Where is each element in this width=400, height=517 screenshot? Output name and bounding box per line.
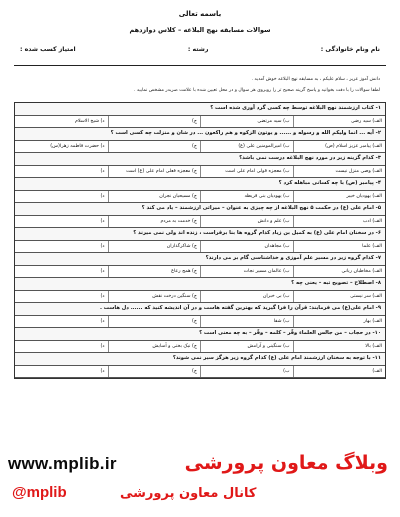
answer-option[interactable]: الف) ادب [293,216,386,228]
name-label: نام ونام خانوادگی : [320,46,380,53]
answer-option[interactable]: الف) مخاطبان ربانی [293,266,386,278]
answer-options-row [15,141,385,154]
answer-option[interactable]: ب) عالمان مسیر نجات [200,266,293,278]
question-text: ۶- در سخنان امام علی (ع) به کمیل بن زیاد کدام گروه ها بنا برقراست ، زنده اند ولی نمی میرند ؟ [15,228,385,241]
question-text: ۱۰- در حجاب – من جالس العلماء وقّر – کلمه – وقّر – به چه معنی است ؟ [15,328,385,341]
instructions-line: لطفا سوالات را با دقت بخوانید و پاسخ گزینه صحیح تر را روبروی هر سوال و در محل تعیین شده با علامت ضربدر مشخص نمایید . [134,88,380,93]
question-text: ۱- کتاب ارزشمند نهج البلاغه توسط چه کسی گرد آوری شده است ؟ [15,103,385,116]
answer-option[interactable]: ب) علم و دانش [200,216,293,228]
student-info-row [14,46,386,53]
instructions [14,74,386,96]
answer-option[interactable]: الف) یهودیان خیبر [293,191,386,203]
watermark-blog-title: وبلاگ معاون پرورشی [184,452,388,474]
answer-option[interactable]: ج) شاکرگذاران [108,241,201,253]
question-text: ۴- پیامبر (ص) با چه کسانی مباهله کرد ؟ [15,178,385,191]
answer-option[interactable]: الف) پیامبر عزیز اسلام (ص) [293,141,386,153]
watermark-handle: @mplib [12,484,67,501]
answer-option[interactable]: ج) [108,141,201,153]
question-text: ۳- کدام گزینه زیر در مورد نهج البلاغه درست نمی باشد؟ [15,153,385,166]
answer-option[interactable]: الف) بالا [293,341,386,353]
answer-option[interactable]: ج) [108,366,201,378]
answer-option[interactable]: د) [100,168,105,174]
answer-option[interactable]: د) [100,243,105,249]
answer-option[interactable]: د) حضرت فاطمه زهرا(س) [50,143,105,149]
answer-option[interactable]: ب) مجاهدان [200,241,293,253]
answer-option[interactable]: د) [100,268,105,274]
answer-option[interactable]: الف) وصی منزل نیست [293,166,386,178]
answer-option[interactable]: ب) شفا [200,316,293,328]
watermark-channel: کانال معاون پرورشی [120,486,257,501]
page-heading: باسمه تعالی [178,10,222,18]
question-table [14,102,386,379]
answer-options-row [15,291,385,304]
answer-option[interactable]: د) [100,318,105,324]
answer-options-row [15,166,385,179]
question-text: ۸- اصطلاح – تصویح تبه – یعنی چه ؟ [15,278,385,291]
divider [14,65,386,66]
question-text: ۵- امام علی (ع) در حکمت ۵ نهج البلاغه از چه چیزی به عنوان – میراثی ارزشمند – یاد می کند ؟ [15,203,385,216]
answer-option[interactable]: ج) همج رعاع [108,266,201,278]
answer-options-row [15,341,385,354]
field-label: رشته : [187,46,209,53]
watermark-url: www.mplib.ir [8,454,117,473]
answer-option[interactable]: د) [100,343,105,349]
answer-option[interactable]: ج) [108,116,201,128]
answer-option[interactable]: د) [100,193,105,199]
answer-option[interactable]: الف) علما [293,241,386,253]
answer-options-row [15,366,385,379]
question-text: ۷- کدام گروه زیر در مسیر علم آموزی و خداشناسی گام بر می دارند؟ [15,253,385,266]
question-text: ۹- امام علی(ع) می فرمایند: قرآن را فرا گیرید که بهترین گفته هاست و در آن اندیشه کنید که ...... دل هاست . [15,303,385,316]
answer-option[interactable]: ج) خدمت به مردم [108,216,201,228]
answer-option[interactable]: د) [100,218,105,224]
answer-option[interactable]: ب) [200,366,293,378]
question-text: ۱۱- با توجه به سخنان ارزشمند امام علی (ع) کدام گروه زیر هرگز سیر نمی شوند؟ [15,353,385,366]
answer-option[interactable]: ب) یهودیان بنی قریظه [200,191,293,203]
answer-options-row [15,191,385,204]
answer-options-row [15,266,385,279]
answer-option[interactable]: ب) معجزه قولی امام علی است [200,166,293,178]
answer-option[interactable]: ج) [108,316,201,328]
answer-option[interactable]: الف) سر نیستی [293,291,386,303]
answer-option[interactable]: د) [100,368,105,374]
answer-option[interactable]: الف) [293,366,386,378]
score-label: امتیاز کسب شده : [20,46,76,53]
answer-option[interactable]: ج) معجزه فعلی امام علی (ع) است [108,166,201,178]
question-text: ۲- آیه ... انما ولیکم الله و رسوله و ...... و یوتون الزکوه و هم راکعون ... در شان و منزلت چه کسی است ؟ [15,128,385,141]
page-title: سوالات مسابقه نهج البلاغه – کلاس دوازدهم [129,26,271,34]
instructions-line: دانش آموز عزیز ، سلام علیکم ، به مسابقه نهج البلاغه خوش آمدید . [251,77,380,82]
answer-option[interactable]: ب) امیرالمومنین علی (ع) [200,141,293,153]
answer-option[interactable]: الف) بهار [293,316,386,328]
answer-options-row [15,116,385,129]
answer-option[interactable]: الف) سید رضی [293,116,386,128]
answer-option[interactable]: ج) نیک بختی و آسایش [108,341,201,353]
answer-option[interactable]: ج) سنگین درخت نقش [108,291,201,303]
answer-option[interactable]: ب) سنگینی و آرامش [200,341,293,353]
answer-options-row [15,241,385,254]
exam-sheet [14,8,386,379]
answer-option[interactable]: ج) مسیحیان نجران [108,191,201,203]
answer-options-row [15,316,385,329]
answer-option[interactable]: د) شیخ الاسلام [74,118,105,124]
answer-option[interactable]: ب) سید مرتضی [200,116,293,128]
answer-option[interactable]: ب) بی خبران [200,291,293,303]
answer-options-row [15,216,385,229]
answer-option[interactable]: د) [100,293,105,299]
